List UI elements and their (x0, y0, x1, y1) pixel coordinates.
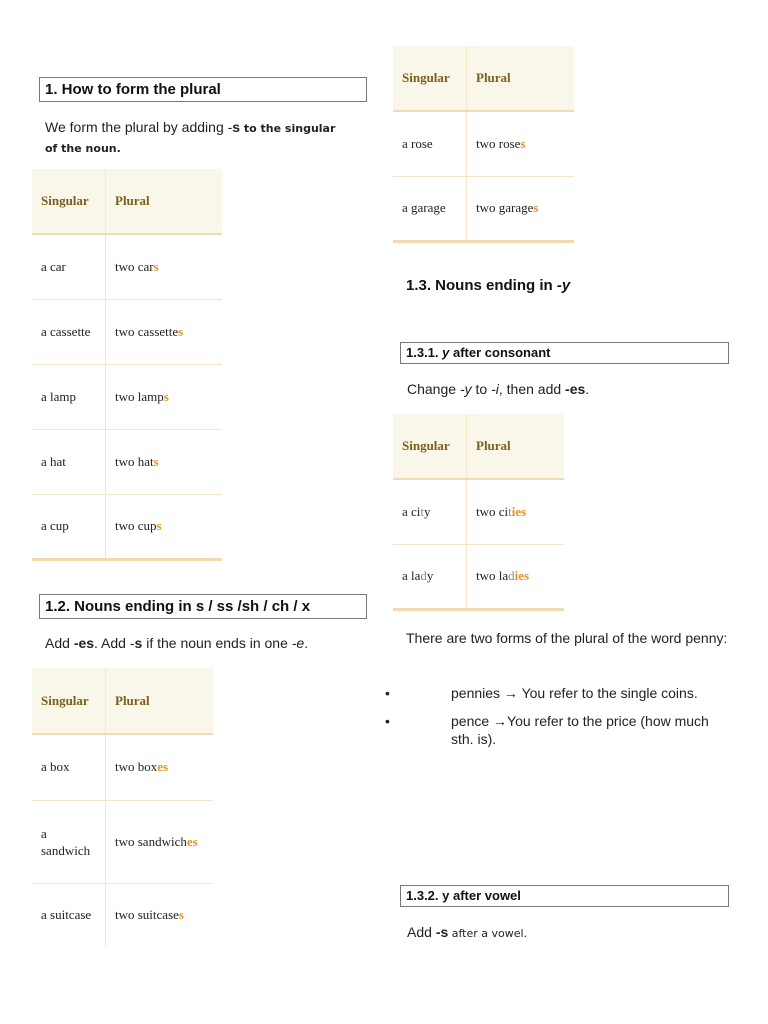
section-1-2-rule: Add -es. Add -s if the noun ends in one -e. (45, 635, 309, 651)
singular-cell: a city (393, 479, 467, 544)
plural-cell: two ladies (467, 544, 565, 609)
plural-cell: two cities (467, 479, 565, 544)
table-row (32, 429, 222, 494)
col-singular: Singular (32, 668, 106, 734)
col-singular: Singular (393, 46, 467, 111)
plural-table-y (393, 414, 564, 611)
section-1-heading: 1. How to form the plural (39, 77, 367, 102)
penny-text: There are two forms of the plural of the word penny: (406, 630, 728, 646)
intro-suffix: s (232, 119, 241, 135)
col-singular: Singular (32, 169, 106, 234)
table-row (393, 111, 574, 176)
table-row (393, 176, 574, 241)
col-plural: Plural (106, 668, 214, 734)
intro-text-d: of the noun. (45, 142, 121, 155)
plural-cell: two cars (106, 234, 223, 299)
singular-cell: a rose (393, 111, 467, 176)
singular-cell: a lady (393, 544, 467, 609)
table-row (393, 544, 564, 609)
plural-cell: two lamps (106, 364, 223, 429)
table-row (32, 734, 213, 800)
section-1-3-heading: 1.3. Nouns ending in -y (406, 277, 571, 294)
intro-text-a: We form the plural by adding - (45, 119, 233, 135)
section-1-intro (45, 118, 365, 158)
list-item: • pence →You refer to the price (how much sth. is). (385, 713, 709, 747)
section-1-3-2-heading: 1.3.2. y after vowel (400, 885, 729, 907)
plural-cell: two suitcases (106, 883, 214, 947)
col-plural: Plural (467, 414, 565, 479)
singular-cell: a cassette (32, 299, 106, 364)
table-row (32, 299, 222, 364)
intro-text-c: to the singular (240, 122, 336, 135)
singular-cell: a suitcase (32, 883, 106, 947)
singular-cell: a box (32, 734, 106, 800)
bullet-icon: • (385, 685, 390, 701)
singular-cell: a cup (32, 494, 106, 559)
section-1-3-1-rule: Change -y to -i, then add -es. (407, 381, 590, 397)
table-row (32, 883, 213, 947)
section-1-3-2-rule: Add -s after a vowel. (407, 924, 528, 940)
singular-cell: a lamp (32, 364, 106, 429)
plural-cell: two garages (467, 176, 575, 241)
section-1-3-1-heading: 1.3.1. y after consonant (400, 342, 729, 364)
bullet-icon: • (385, 713, 390, 729)
table-row (32, 800, 213, 883)
table-row (393, 479, 564, 544)
plural-cell: two hats (106, 429, 223, 494)
list-item: • pennies → You refer to the single coins. (385, 685, 698, 701)
section-1-2-heading: 1.2. Nouns ending in s / ss /sh / ch / x (39, 594, 367, 619)
table-row (32, 364, 222, 429)
plural-cell: two sandwiches (106, 800, 214, 883)
plural-cell: two roses (467, 111, 575, 176)
singular-cell: a car (32, 234, 106, 299)
singular-cell: a sandwich (32, 800, 106, 883)
col-plural: Plural (106, 169, 223, 234)
table-row (32, 234, 222, 299)
plural-table-top-right (393, 46, 574, 243)
plural-cell: two boxes (106, 734, 214, 800)
plural-table-1 (32, 169, 222, 561)
col-singular: Singular (393, 414, 467, 479)
plural-table-2 (32, 668, 213, 947)
singular-cell: a garage (393, 176, 467, 241)
singular-cell: a hat (32, 429, 106, 494)
plural-cell: two cups (106, 494, 223, 559)
penny-bullet-list (385, 684, 725, 758)
plural-cell: two cassettes (106, 299, 223, 364)
col-plural: Plural (467, 46, 575, 111)
table-row (32, 494, 222, 559)
